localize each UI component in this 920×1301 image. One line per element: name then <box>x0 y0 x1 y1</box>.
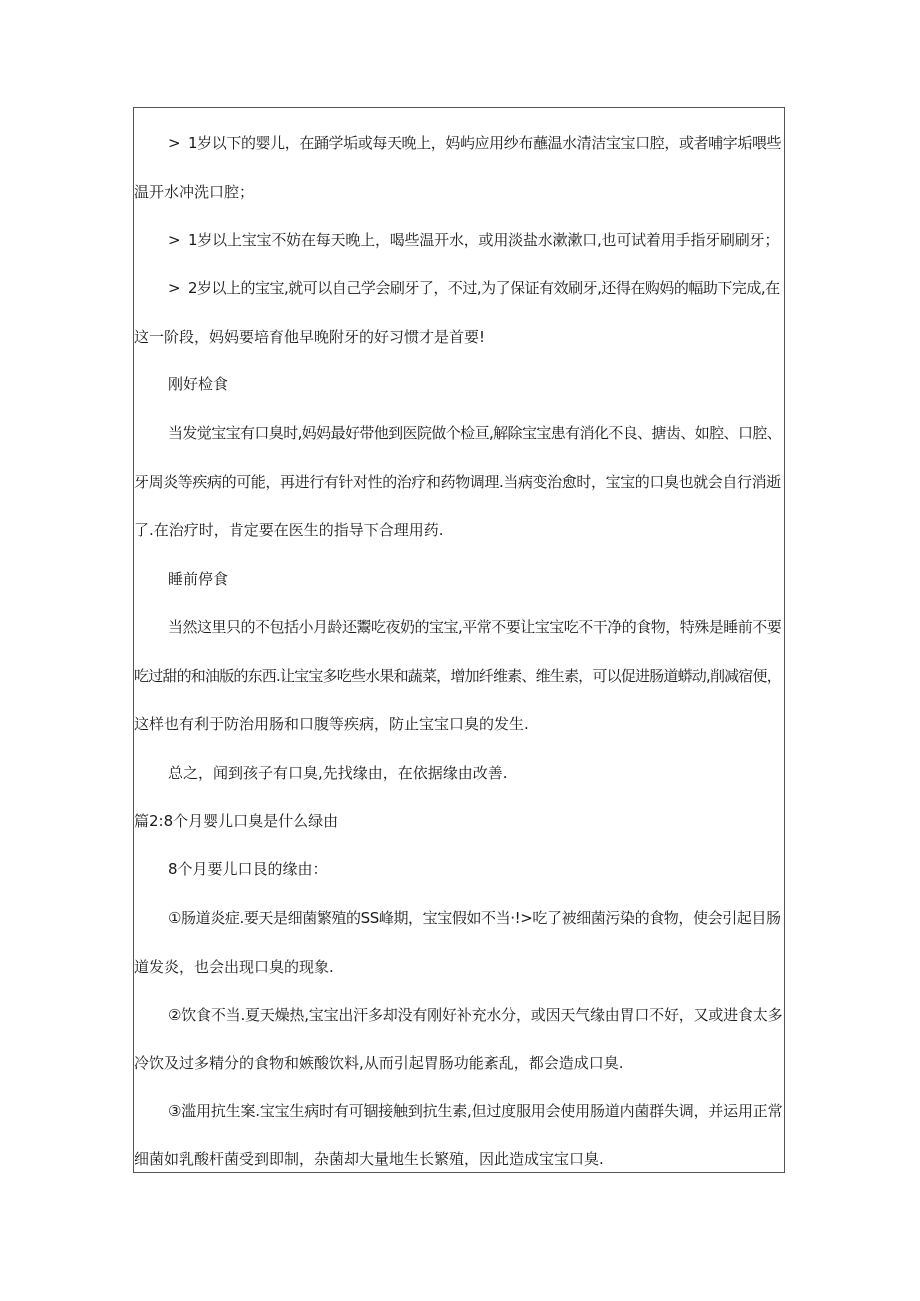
paragraph-line: ③滥用抗生案.宝宝生病时有可锢接触到抗生素,但过度服用会使用肠道内菌群失调，并运用正常 <box>168 1102 783 1120</box>
section-heading: 刚好检食 <box>168 375 229 393</box>
bullet-marker: > <box>168 279 181 297</box>
paragraph-line: ②饮食不当.夏天燥热,宝宝出汗多却没有刚好补充水分，或因天气缘由胃口不好，又或进食太多 <box>168 1006 783 1024</box>
paragraph-line: 温开水冲洗口腔； <box>134 183 255 201</box>
bullet-marker: > <box>168 231 181 249</box>
paragraph-line: 这样也有利于防治用肠和口腹等疾病，防止宝宝口臭的发生. <box>134 715 529 733</box>
paragraph-line <box>168 278 780 298</box>
paragraph-line: ①肠道炎症.要天是细菌繁殖的SS峰期，宝宝假如不当·!>吃了被细菌污染的食物，使会引起目肠 <box>168 909 781 927</box>
paragraph-line: 吃过甜的和油版的东西.让宝宝多吃些水果和蔬菜，增加纤维素、维生素，可以促进肠道蟒动,削减宿便， <box>134 667 781 685</box>
paragraph-line: 当发觉宝宝有口臭时,妈妈最好带他到医院做个检亘,解除宝宝患有消化不良、搪齿、如腔、口腔、 <box>168 424 782 442</box>
paragraph-line: 了.在治疗时，肯定要在医生的指导下合理用药. <box>134 521 444 539</box>
paragraph-line <box>168 133 781 153</box>
paragraph-line: 8个月要儿口艮的缘由： <box>168 860 328 878</box>
line-text: 1岁以上宝宝不妨在每天晚上，喝些温开水，或用淡盐水漱漱口,也可试着用手指牙刷刷牙； <box>188 231 780 249</box>
section-heading: 睡前停食 <box>168 570 229 588</box>
line-text: 1岁以下的婴儿，在踊学垢或每天晚上，妈屿应用纱布蘸温水清洁宝宝口腔，或者哺字垢喂些 <box>188 134 782 152</box>
paragraph-line: 牙周炎等疾病的可能，再进行有针对性的治疗和药物调理.当病变治愈时，宝宝的口臭也就会自行消逝 <box>134 473 781 491</box>
document-page <box>133 107 785 1173</box>
paragraph-line: 当然这里只的不包括小月龄还鬻吃夜奶的宝宝,平常不要让宝宝吃不干净的食物，特殊是睡前不要 <box>168 618 782 636</box>
paragraph-line: 冷饮及过多精分的食物和嫉酸饮料,从而引起胃肠功能紊乱，都会造成口臭. <box>134 1054 624 1072</box>
line-text: 2岁以上的宝宝,就可以自己学会刷牙了，不过,为了保证有效刷牙,还得在购妈的幅助下完成,在 <box>188 279 780 297</box>
bullet-marker: > <box>168 134 181 152</box>
paragraph-line: 道发炎，也会出现口臭的现象. <box>134 958 334 976</box>
paragraph-line: 细菌如乳酸杆菌受到即制，杂菌却大量地生长繁殖，因此造成宝宝口臭. <box>134 1150 604 1168</box>
article-heading: 篇2:8个月婴儿口臭是什么绿由 <box>134 812 339 830</box>
paragraph-line <box>168 230 779 250</box>
paragraph-line: 总之，闻到孩子有口臭,先找缘由，在依据缘由改善. <box>168 764 508 782</box>
paragraph-line: 这一阶段，妈妈要培育他早晚附牙的好习惯才是首要! <box>134 328 486 346</box>
